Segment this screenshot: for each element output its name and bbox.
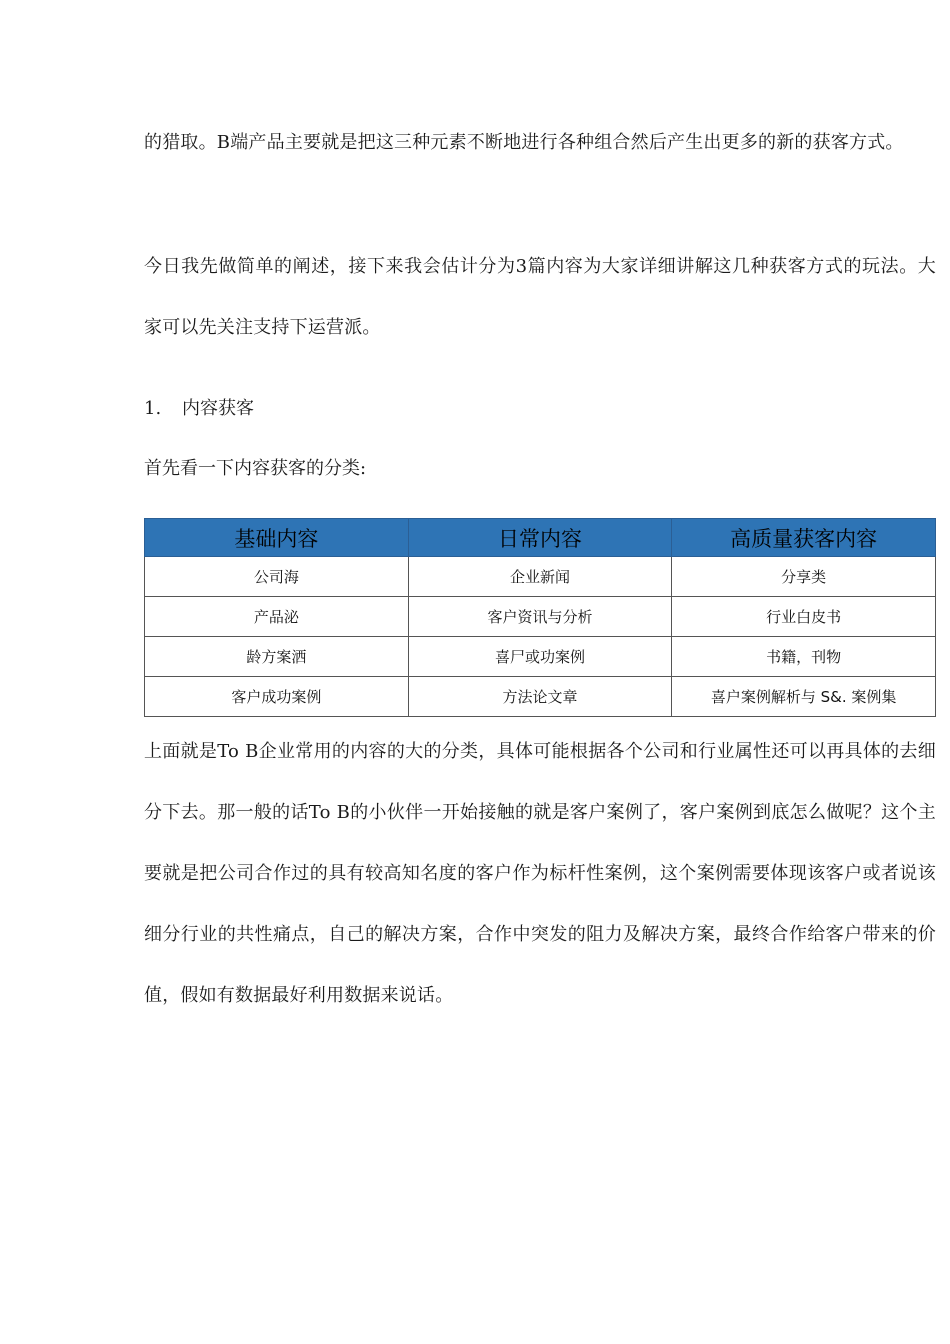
table-row	[145, 637, 936, 677]
table-row	[145, 597, 936, 637]
table-cell: 方法论文章	[408, 677, 672, 717]
table-header-row	[145, 519, 936, 557]
section-title: 内容获客	[182, 398, 254, 419]
paragraph-3: 上面就是To B企业常用的内容的大的分类，具体可能根据各个公司和行业属性还可以再具体的去细分下去。那一般的话To B的小伙伴一开始接触的就是客户案例了，客户案例到底怎么做呢？这个主要就是把公司合作过的具有较高知名度的客户作为标杆性案例，这个案例需要体现该客户或者说该细分行业的共性痛点，自己的解决方案，合作中突发的阻力及解决方案，最终合作给客户带来的价值，假如有数据最好利用数据来说话。	[144, 741, 936, 1006]
section-intro: 首先看一下内容获客的分类:	[144, 458, 367, 479]
table-header-cell: 基础内容	[145, 519, 409, 557]
table-header-cell: 日常内容	[408, 519, 672, 557]
table-cell: 喜户案例解析与 S&. 案例集	[672, 677, 936, 717]
table-cell: 客户成功案例	[145, 677, 409, 717]
table-header-cell: 高质量获客内容	[672, 519, 936, 557]
table-cell: 企业新闻	[408, 557, 672, 597]
paragraph-2: 今日我先做简单的阐述，接下来我会估计分为3篇内容为大家详细讲解这几种获客方式的玩法。大家可以先关注支持下运营派。	[144, 256, 936, 338]
table-cell: 书籍，刊物	[672, 637, 936, 677]
table-cell: 产品泌	[145, 597, 409, 637]
table-cell: 公司海	[145, 557, 409, 597]
table-cell: 客户资讯与分析	[408, 597, 672, 637]
content-category-table	[144, 518, 936, 717]
paragraph-1: 的猎取。B端产品主要就是把这三种元素不断地进行各种组合然后产生出更多的新的获客方式。	[144, 132, 904, 153]
table-row	[145, 677, 936, 717]
table-cell: 行业白皮书	[672, 597, 936, 637]
section-number: 1.	[144, 398, 162, 419]
table-cell: 喜尸或功案例	[408, 637, 672, 677]
table-cell: 龄方案洒	[145, 637, 409, 677]
table-row	[145, 557, 936, 597]
section-heading	[144, 396, 254, 422]
table-cell: 分享类	[672, 557, 936, 597]
